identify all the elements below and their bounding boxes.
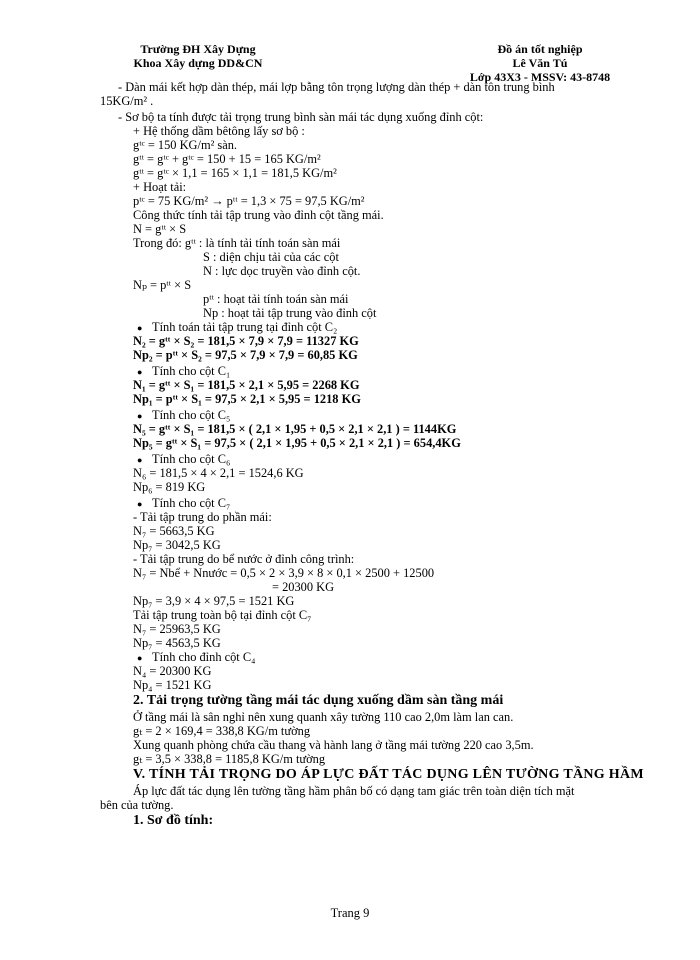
header-right xyxy=(440,42,640,84)
bullet-item: ● Tính cho cột C₁ xyxy=(152,364,230,378)
formula-line: Np₂ = pᵗᵗ × S₂ = 97,5 × 7,9 × 7,9 = 60,85 KG xyxy=(133,348,358,362)
formula-line: gₜ = 2 × 169,4 = 338,8 KG/m tường xyxy=(133,724,311,738)
bullet-item: ● Tính cho đỉnh cột C₄ xyxy=(152,650,255,664)
bullet-item: ● Tính cho cột C₆ xyxy=(152,452,230,466)
text-line: pᵗᶜ = 75 KG/m² → pᵗᵗ = 1,3 × 75 = 97,5 KG/m² xyxy=(133,194,365,208)
university-name: Trường ĐH Xây Dựng xyxy=(140,42,256,56)
text-line: - Tải tập trung do bể nước ở đỉnh công trình: xyxy=(133,552,355,566)
text-line: Np : hoạt tải tập trung vào đỉnh cột xyxy=(203,306,377,320)
formula-line: N₆ = 181,5 × 4 × 2,1 = 1524,6 KG xyxy=(133,466,304,480)
text-line: - Dàn mái kết hợp dàn thép, mái lợp bằng tôn trọng lượng dàn thép + dàn tôn trung bình xyxy=(118,80,555,94)
formula-line: N₁ = gᵗᵗ × S₁ = 181,5 × 2,1 × 5,95 = 2268 KG xyxy=(133,378,360,392)
text-line: gᵗᶜ = 150 KG/m² sàn. xyxy=(133,138,238,152)
bullet-item: ● Tính toán tải tập trung tại đỉnh cột C₂ xyxy=(152,320,337,334)
text-line: Trong đó: gᵗᵗ : là tính tải tính toán sàn mái xyxy=(133,236,341,250)
text-line: - Sơ bộ ta tính được tải trọng trung bình sàn mái tác dụng xuống đỉnh cột: xyxy=(118,110,484,124)
text-line: bên của tường. xyxy=(100,798,174,812)
section-heading: 2. Tải trọng tường tầng mái tác dụng xuống dầm sàn tầng mái xyxy=(133,693,504,708)
text-line: Ở tầng mái là sân nghỉ nên xung quanh xây tường 110 cao 2,0m làm lan can. xyxy=(133,710,514,724)
bullet-item: ● Tính cho cột C₅ xyxy=(152,408,230,422)
formula-line: N₇ = 25963,5 KG xyxy=(133,622,221,636)
text-line: S : diện chịu tải của các cột xyxy=(203,250,339,264)
formula-line: N₄ = 20300 KG xyxy=(133,664,212,678)
formula-line: Np₄ = 1521 KG xyxy=(133,678,212,692)
formula-line: Np₇ = 4563,5 KG xyxy=(133,636,221,650)
formula-line: N₇ = Nbể + Nnước = 0,5 × 2 × 3,9 × 8 × 0,1 × 2500 + 12500 xyxy=(133,566,435,580)
formula-line: Np₇ = 3,9 × 4 × 97,5 = 1521 KG xyxy=(133,594,295,608)
formula-line: Np₅ = gᵗᵗ × S₁ = 97,5 × ( 2,1 × 1,95 + 0,5 × 2,1 × 2,1 ) = 654,4KG xyxy=(133,436,461,450)
text-line: pᵗᵗ : hoạt tải tính toán sàn mái xyxy=(203,292,349,306)
header-left xyxy=(108,42,288,70)
faculty-name: Khoa Xây dựng DD&CN xyxy=(133,56,263,70)
formula-line: N₂ = gᵗᵗ × S₂ = 181,5 × 7,9 × 7,9 = 11327 KG xyxy=(133,334,359,348)
formula-line: = 20300 KG xyxy=(272,580,335,594)
text-line: gᵗᵗ = gᵗᶜ × 1,1 = 165 × 1,1 = 181,5 KG/m² xyxy=(133,166,337,180)
formula-line: N₅ = gᵗᵗ × S₁ = 181,5 × ( 2,1 × 1,95 + 0,5 × 2,1 × 2,1 ) = 1144KG xyxy=(133,422,457,436)
text-line: Xung quanh phòng chứa cầu thang và hành lang ở tầng mái tường 220 cao 3,5m. xyxy=(133,738,534,752)
text-line: 15KG/m² . xyxy=(100,94,154,108)
text-line: gᵗᵗ = gᵗᶜ + gᵗᶜ = 150 + 15 = 165 KG/m² xyxy=(133,152,321,166)
text-line: Công thức tính tải tập trung vào đỉnh cột tầng mái. xyxy=(133,208,384,222)
text-line: N = gᵗᵗ × S xyxy=(133,222,187,236)
formula-line: Np₁ = pᵗᵗ × S₁ = 97,5 × 2,1 × 5,95 = 1218 KG xyxy=(133,392,361,406)
text-line: + Hệ thống dầm bêtông lấy sơ bộ : xyxy=(133,124,305,138)
class-id: Lớp 43X3 - MSSV: 43-8748 xyxy=(469,70,611,84)
section-heading: 1. Sơ đồ tính: xyxy=(133,813,214,828)
text-line: Tải tập trung toàn bộ tại đỉnh cột C₇ xyxy=(133,608,312,622)
student-name: Lê Văn Tú xyxy=(512,56,568,70)
formula-line: Np₇ = 3042,5 KG xyxy=(133,538,221,552)
text-line: Áp lực đất tác dụng lên tường tầng hầm phân bố có dạng tam giác trên toàn diện tích mặt xyxy=(133,784,575,798)
text-line: N : lực dọc truyền vào đỉnh cột. xyxy=(203,264,361,278)
formula-line: gₜ = 3,5 × 338,8 = 1185,8 KG/m tường xyxy=(133,752,326,766)
formula-line: Np₆ = 819 KG xyxy=(133,480,206,494)
formula-line: N₇ = 5663,5 KG xyxy=(133,524,215,538)
page-number: Trang 9 xyxy=(330,906,370,920)
bullet-item: ● Tính cho cột C₇ xyxy=(152,496,230,510)
text-line: Nₚ = pᵗᵗ × S xyxy=(133,278,192,292)
text-line: + Hoạt tải: xyxy=(133,180,187,194)
chapter-heading: V. TÍNH TẢI TRỌNG DO ÁP LỰC ĐẤT TÁC DỤNG LÊN TƯỜNG TẦNG HẦM xyxy=(133,767,644,782)
project-title: Đồ án tốt nghiệp xyxy=(497,42,583,56)
text-line: - Tải tập trung do phần mái: xyxy=(133,510,272,524)
